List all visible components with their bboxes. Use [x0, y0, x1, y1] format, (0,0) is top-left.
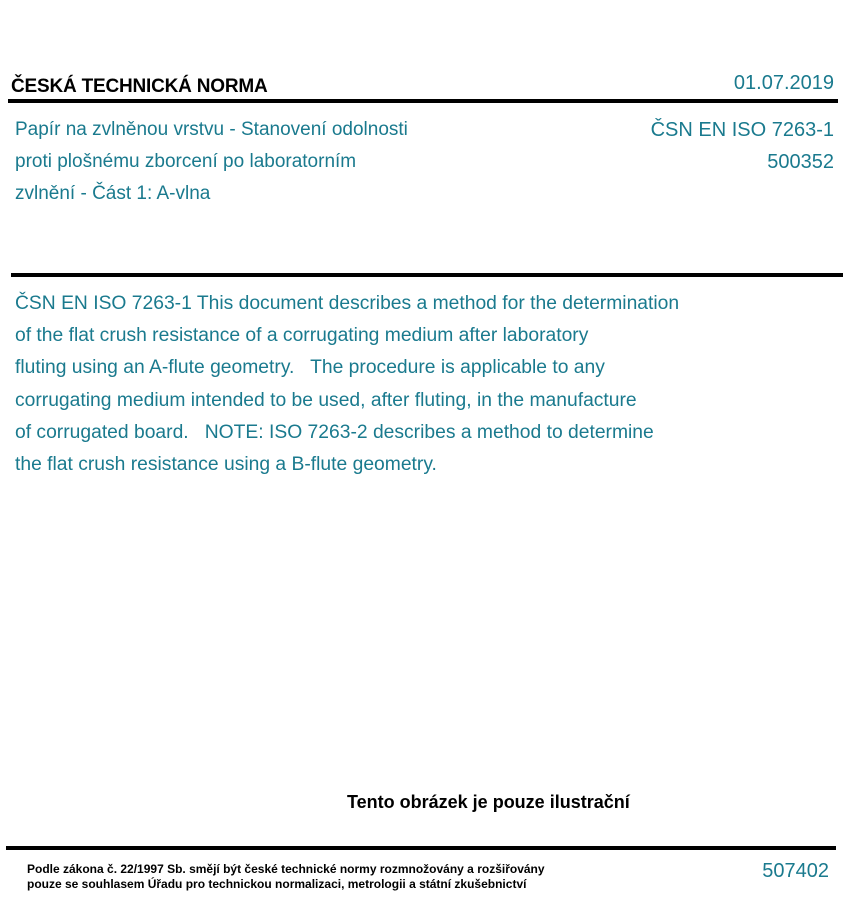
standard-title-line: zvlnění - Část 1: A-vlna	[15, 183, 211, 204]
legal-notice-line: Podle zákona č. 22/1997 Sb. smějí být české technické normy rozmnožovány a rozšiřovány	[27, 862, 545, 876]
publication-date: 01.07.2019	[733, 72, 834, 94]
summary-line: of the flat crush resistance of a corrugating medium after laboratory	[15, 325, 589, 347]
illustration-disclaimer: Tento obrázek je pouze ilustrační	[347, 792, 630, 812]
standard-title-line: proti plošnému zborcení po laboratorním	[15, 151, 357, 172]
title-divider	[11, 273, 843, 277]
footer-divider	[6, 846, 836, 850]
summary-line: fluting using an A-flute geometry. The procedure is applicable to any	[15, 357, 605, 379]
document-type-title: ČESKÁ TECHNICKÁ NORMA	[11, 76, 268, 97]
classification-code: 500352	[767, 151, 834, 173]
standard-title-line: Papír na zvlněnou vrstvu - Stanovení odolnosti	[15, 119, 408, 140]
catalog-number: 507402	[762, 860, 829, 882]
legal-notice	[27, 862, 545, 892]
summary-line: the flat crush resistance using a B-flute geometry.	[15, 454, 437, 476]
standard-designation: ČSN EN ISO 7263-1	[650, 119, 834, 141]
summary-line: corrugating medium intended to be used, after fluting, in the manufacture	[15, 389, 637, 411]
summary-line: of corrugated board. NOTE: ISO 7263-2 describes a method to determine	[15, 421, 654, 443]
header-divider	[8, 99, 838, 103]
summary-text	[15, 288, 855, 481]
legal-notice-line: pouze se souhlasem Úřadu pro technickou normalizaci, metrologii a státní zkušebnictví	[27, 877, 527, 891]
summary-line: ČSN EN ISO 7263-1 This document describes a method for the determination	[15, 293, 680, 314]
standard-title	[15, 114, 495, 210]
standard-identifier	[651, 114, 834, 178]
